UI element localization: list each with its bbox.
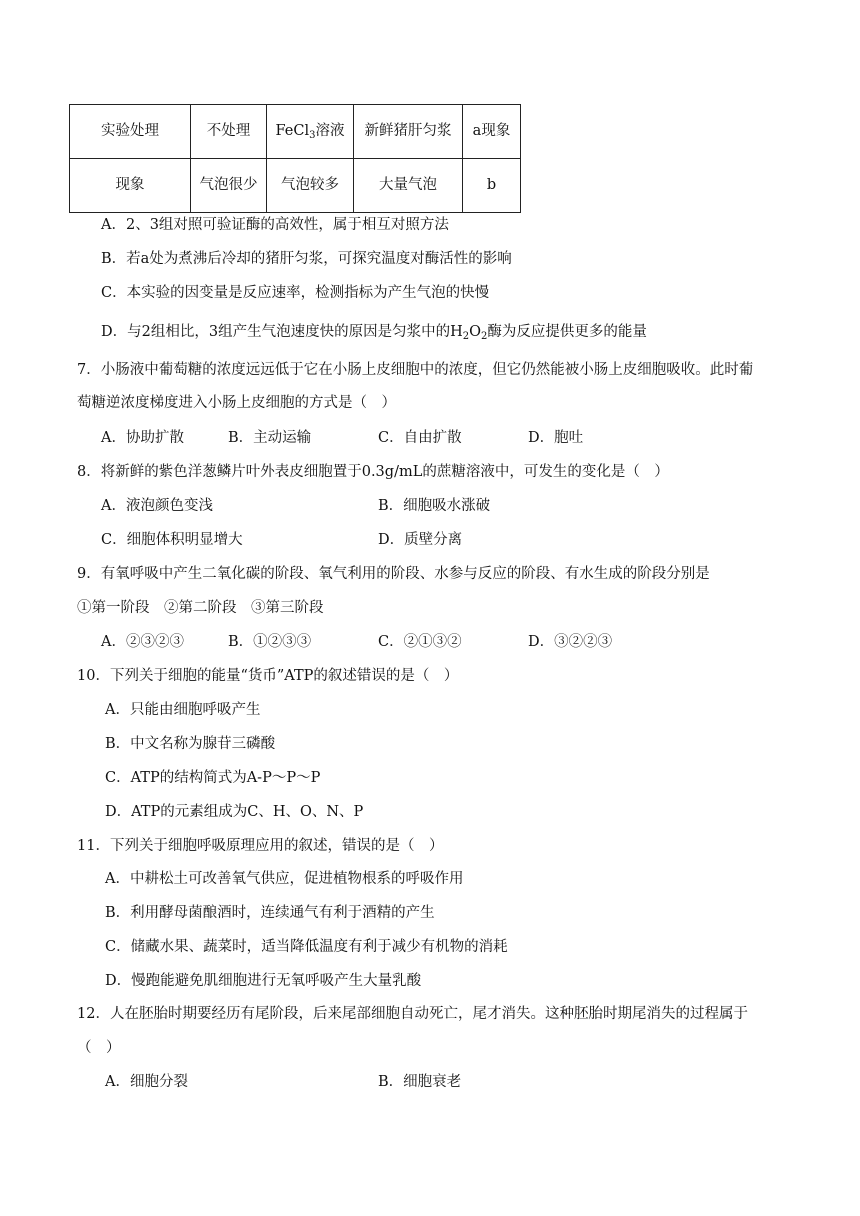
q7-option-d: D．胞吐 — [528, 430, 584, 446]
q6-option-c: C．本实验的因变量是反应速率，检测指标为产生气泡的快慢 — [101, 285, 490, 301]
q11-option-a: A．中耕松土可改善氧气供应，促进植物根系的呼吸作用 — [105, 871, 464, 887]
q8-option-a: A．液泡颜色变浅 — [101, 498, 213, 514]
q9-option-a: A．②③②③ — [101, 634, 184, 650]
q7-stem-line1: 7．小肠液中葡萄糖的浓度远远低于它在小肠上皮细胞中的浓度，但它仍然能被小肠上皮细胞吸收。此时葡 — [77, 362, 754, 378]
q12-option-a: A．细胞分裂 — [105, 1074, 188, 1090]
q8-stem: 8．将新鲜的紫色洋葱鳞片叶外表皮细胞置于0.3g/mL的蔗糖溶液中，可发生的变化是（ ） — [77, 464, 669, 480]
q11-option-c: C．储藏水果、蔬菜时，适当降低温度有利于减少有机物的消耗 — [105, 939, 508, 955]
o-letter: O — [469, 324, 481, 340]
h-letter: H — [450, 324, 463, 340]
q12-stem-line2: （ ） — [77, 1040, 121, 1056]
q7-option-c: C．自由扩散 — [378, 430, 462, 446]
q8-option-b: B．细胞吸水涨破 — [378, 498, 491, 514]
q8-option-d: D．质壁分离 — [378, 532, 463, 548]
experiment-table — [69, 104, 521, 213]
solution-text: 溶液 — [315, 122, 345, 139]
table-cell: 气泡较多 — [267, 159, 354, 213]
table-cell: 气泡很少 — [191, 159, 267, 213]
table-cell: 大量气泡 — [354, 159, 463, 213]
table-row — [70, 159, 521, 213]
q12-stem-line1: 12．人在胚胎时期要经历有尾阶段，后来尾部细胞自动死亡，尾才消失。这种胚胎时期尾消失的过程属于 — [77, 1006, 748, 1022]
subscript: 3 — [309, 129, 316, 141]
table-row — [70, 105, 521, 159]
q7-stem-line2: 萄糖逆浓度梯度进入小肠上皮细胞的方式是（ ） — [77, 395, 396, 411]
q9-option-d: D．③②②③ — [528, 634, 613, 650]
q6-d-pre: D．与2组相比，3组产生气泡速度快的原因是匀浆中的 — [101, 324, 451, 340]
table-cell: 不处理 — [191, 105, 267, 159]
q10-option-c: C．ATP的结构简式为A-P～P～P — [105, 770, 321, 786]
q6-option-d — [101, 324, 647, 341]
q9-option-c: C．②①③② — [378, 634, 462, 650]
table-cell: 现象 — [70, 159, 191, 213]
q7-option-a: A．协助扩散 — [101, 430, 184, 446]
q12-option-b: B．细胞衰老 — [378, 1074, 462, 1090]
q6-d-post: 酶为反应提供更多的能量 — [487, 324, 647, 340]
table-cell: a现象 — [463, 105, 521, 159]
q8-option-c: C．细胞体积明显增大 — [101, 532, 243, 548]
fecl-text: FeCl — [275, 122, 310, 139]
q6-option-b: B．若a处为煮沸后冷却的猪肝匀浆，可探究温度对酶活性的影响 — [101, 251, 512, 267]
q10-stem: 10．下列关于细胞的能量“货币”ATP的叙述错误的是（ ） — [77, 668, 459, 684]
q9-stages: ①第一阶段 ②第二阶段 ③第三阶段 — [77, 600, 324, 616]
q10-option-a: A．只能由细胞呼吸产生 — [105, 702, 261, 718]
table-cell: b — [463, 159, 521, 213]
subscript: 2 — [481, 331, 488, 342]
q11-stem: 11．下列关于细胞呼吸原理应用的叙述，错误的是（ ） — [77, 838, 444, 854]
q10-option-d: D．ATP的元素组成为C、H、O、N、P — [105, 804, 364, 820]
q10-option-b: B．中文名称为腺苷三磷酸 — [105, 736, 276, 752]
table-cell: 实验处理 — [70, 105, 191, 159]
table-cell: 新鲜猪肝匀浆 — [354, 105, 463, 159]
q9-stem: 9．有氧呼吸中产生二氧化碳的阶段、氧气利用的阶段、水参与反应的阶段、有水生成的阶段分别是 — [77, 566, 710, 582]
q9-option-b: B．①②③③ — [228, 634, 312, 650]
q11-option-b: B．利用酵母菌酿酒时，连续通气有利于酒精的产生 — [105, 905, 435, 921]
subscript: 2 — [462, 331, 470, 342]
q11-option-d: D．慢跑能避免肌细胞进行无氧呼吸产生大量乳酸 — [105, 973, 422, 989]
table-cell — [267, 105, 354, 159]
q6-option-a: A．2、3组对照可验证酶的高效性，属于相互对照方法 — [101, 217, 449, 233]
q7-option-b: B．主动运输 — [228, 430, 312, 446]
